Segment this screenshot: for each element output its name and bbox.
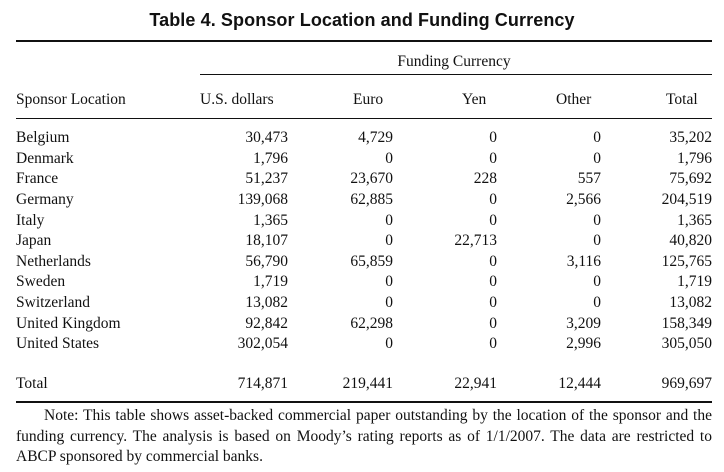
table-row xyxy=(16,252,712,273)
location-cell: United Kingdom xyxy=(16,314,121,332)
table-row xyxy=(16,334,712,355)
total-cell: 305,050 xyxy=(661,335,712,353)
usd-cell: 30,473 xyxy=(245,129,288,147)
yen-cell: 0 xyxy=(489,149,497,167)
total-cell: 13,082 xyxy=(669,294,712,312)
total-row xyxy=(16,373,712,395)
table-row xyxy=(16,293,712,314)
location-cell: Netherlands xyxy=(16,252,91,270)
other-cell: 0 xyxy=(593,273,601,291)
other-cell: 557 xyxy=(577,170,601,188)
location-cell: Denmark xyxy=(16,149,74,167)
yen-cell: 228 xyxy=(473,170,497,188)
yen-cell: 0 xyxy=(489,252,497,270)
other-cell: 0 xyxy=(593,129,601,147)
yen-cell: 0 xyxy=(489,314,497,332)
other-cell: 0 xyxy=(593,232,601,250)
euro-cell: 4,729 xyxy=(358,129,393,147)
total-other-cell: 12,444 xyxy=(558,375,601,392)
location-cell: Sweden xyxy=(16,273,66,291)
other-cell: 0 xyxy=(593,149,601,167)
table-note: Note: This table shows asset-backed commercial paper outstanding by the location of the sponsor and the funding currency. The analysis is based on Moody’s rating reports as of 1/1/2007. The data are restricted to ABCP sponsored by commercial banks. xyxy=(16,407,712,465)
bottom-rule xyxy=(16,401,712,403)
data-table xyxy=(16,128,712,355)
location-cell: Germany xyxy=(16,191,74,209)
header-rule xyxy=(16,118,712,119)
total-cell: 75,692 xyxy=(669,170,712,188)
total-usd-cell: 714,871 xyxy=(237,375,288,392)
other-cell: 0 xyxy=(593,294,601,312)
other-cell: 0 xyxy=(593,211,601,229)
other-cell: 2,566 xyxy=(566,191,601,209)
total-cell: 35,202 xyxy=(669,129,712,147)
yen-cell: 0 xyxy=(489,335,497,353)
euro-cell: 0 xyxy=(385,273,393,291)
total-cell: 1,719 xyxy=(677,273,712,291)
location-cell: United States xyxy=(16,335,100,353)
usd-cell: 1,365 xyxy=(253,211,288,229)
other-cell: 2,996 xyxy=(566,335,601,353)
yen-cell: 0 xyxy=(489,273,497,291)
total-cell: 158,349 xyxy=(661,314,712,332)
table-row xyxy=(16,169,712,190)
table-row xyxy=(16,190,712,211)
yen-cell: 0 xyxy=(489,294,497,312)
location-cell: Italy xyxy=(16,211,45,229)
euro-cell: 0 xyxy=(385,294,393,312)
total-total-cell: 969,697 xyxy=(661,375,712,392)
column-header-total: Total xyxy=(666,91,698,108)
table-title: Table 4. Sponsor Location and Funding Currency xyxy=(149,10,575,30)
yen-cell: 0 xyxy=(489,211,497,229)
column-header-other: Other xyxy=(556,91,592,108)
euro-cell: 0 xyxy=(385,149,393,167)
column-header-yen: Yen xyxy=(462,91,487,108)
usd-cell: 13,082 xyxy=(245,294,288,312)
location-cell: France xyxy=(16,170,59,188)
total-cell: 40,820 xyxy=(669,232,712,250)
location-cell: Switzerland xyxy=(16,294,91,312)
column-header-euro: Euro xyxy=(353,91,384,108)
other-cell: 3,116 xyxy=(566,252,601,270)
column-header-sponsor-location: Sponsor Location xyxy=(16,91,126,108)
usd-cell: 1,796 xyxy=(253,149,288,167)
usd-cell: 51,237 xyxy=(245,170,288,188)
usd-cell: 139,068 xyxy=(237,191,288,209)
total-cell: 1,796 xyxy=(677,149,712,167)
total-table xyxy=(16,373,712,395)
euro-cell: 65,859 xyxy=(350,252,393,270)
total-cell: 125,765 xyxy=(661,252,712,270)
table-row xyxy=(16,149,712,170)
yen-cell: 0 xyxy=(489,191,497,209)
table-row xyxy=(16,231,712,252)
location-cell: Belgium xyxy=(16,129,70,147)
total-yen-cell: 22,941 xyxy=(454,375,497,392)
total-euro-cell: 219,441 xyxy=(342,375,393,392)
usd-cell: 18,107 xyxy=(245,232,288,250)
yen-cell: 0 xyxy=(489,129,497,147)
top-rule xyxy=(16,40,712,42)
euro-cell: 0 xyxy=(385,211,393,229)
euro-cell: 0 xyxy=(385,335,393,353)
yen-cell: 22,713 xyxy=(454,232,497,250)
usd-cell: 1,719 xyxy=(253,273,288,291)
column-header-usd: U.S. dollars xyxy=(200,91,274,108)
usd-cell: 302,054 xyxy=(237,335,288,353)
euro-cell: 62,298 xyxy=(350,314,393,332)
total-cell: 204,519 xyxy=(661,191,712,209)
total-cell: 1,365 xyxy=(677,211,712,229)
funding-currency-header: Funding Currency xyxy=(397,53,511,70)
table-row xyxy=(16,128,712,149)
euro-cell: 62,885 xyxy=(350,191,393,209)
spanner-rule xyxy=(200,74,712,75)
table-row xyxy=(16,272,712,293)
total-label: Total xyxy=(16,375,48,392)
euro-cell: 23,670 xyxy=(350,170,393,188)
table-row xyxy=(16,210,712,231)
table-row xyxy=(16,313,712,334)
other-cell: 3,209 xyxy=(566,314,601,332)
euro-cell: 0 xyxy=(385,232,393,250)
location-cell: Japan xyxy=(16,232,52,250)
usd-cell: 92,842 xyxy=(245,314,288,332)
usd-cell: 56,790 xyxy=(245,252,288,270)
